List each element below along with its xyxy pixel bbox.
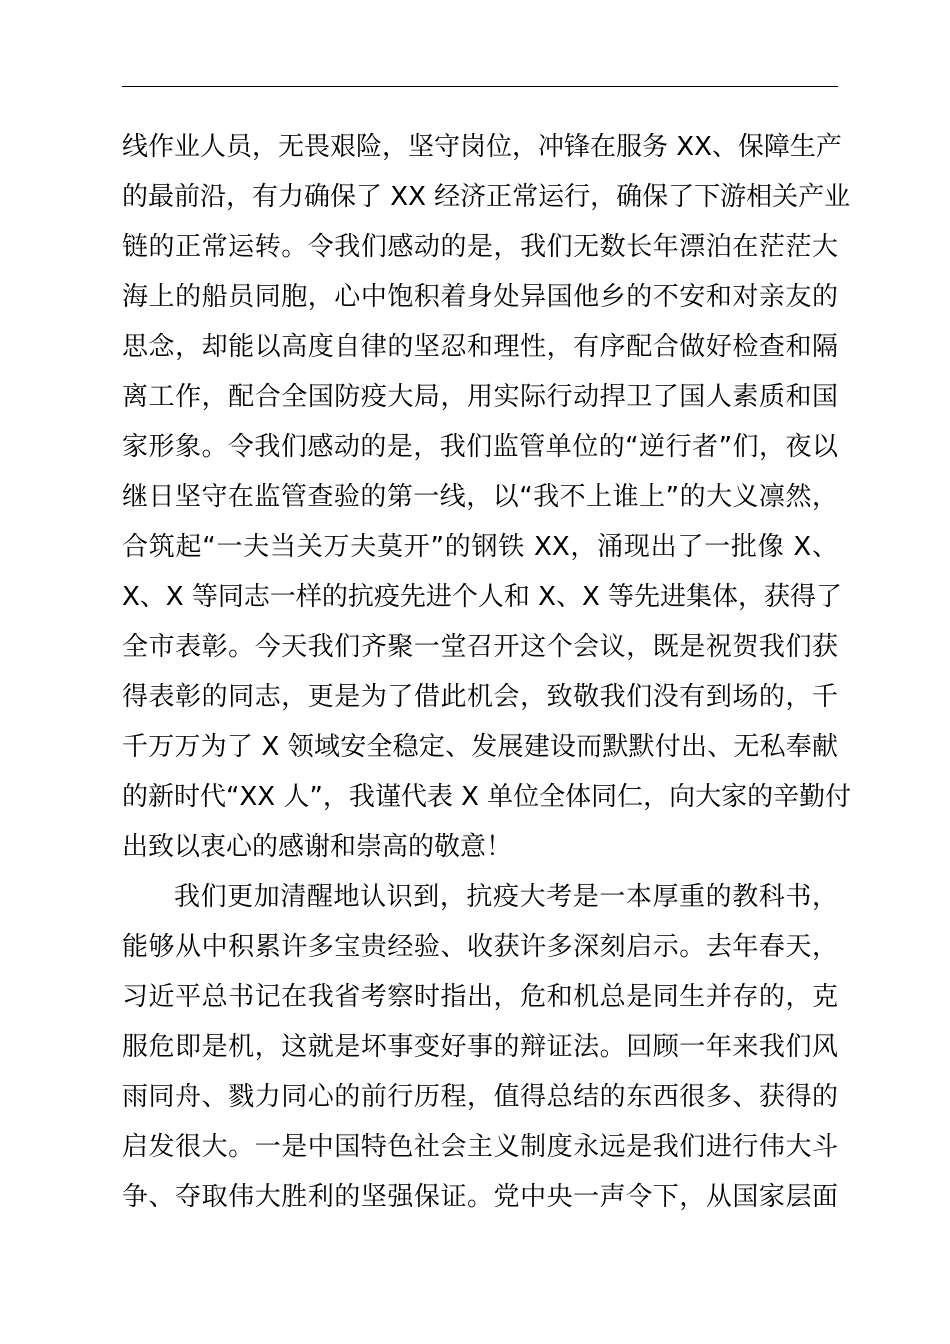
text-line: 全市表彰。今天我们齐聚一堂召开这个会议，既是祝贺我们获 — [122, 632, 838, 662]
text-line: 链的正常运转。令我们感动的是，我们无数长年漂泊在茫茫大 — [122, 232, 838, 262]
body-text — [122, 122, 852, 1222]
text-line: 的新时代“XX 人”，我谨代表 X 单位全体同仁，向大家的辛勤付 — [122, 782, 852, 812]
text-line: X、X 等同志一样的抗疫先进个人和 X、X 等先进集体，获得了 — [122, 582, 843, 612]
text-line: 合筑起“一夫当关万夫莫开”的钢铁 XX，涌现出了一批像 X、 — [122, 532, 838, 562]
text-line: 千万万为了 X 领域安全稳定、发展建设而默默付出、无私奉献 — [122, 732, 838, 762]
text-line: 得表彰的同志，更是为了借此机会，致敬我们没有到场的，千 — [122, 682, 838, 712]
text-line: 出致以衷心的感谢和崇高的敬意！ — [122, 832, 513, 862]
text-line: 家形象。令我们感动的是，我们监管单位的“逆行者”们，夜以 — [122, 432, 838, 462]
text-line: 启发很大。一是中国特色社会主义制度永远是我们进行伟大斗 — [122, 1132, 838, 1162]
text-line: 习近平总书记在我省考察时指出，危和机总是同生并存的，克 — [122, 982, 838, 1012]
text-line: 我们更加清醒地认识到，抗疫大考是一本厚重的教科书， — [174, 882, 838, 912]
text-line: 雨同舟、戮力同心的前行历程，值得总结的东西很多、获得的 — [122, 1082, 838, 1112]
paragraph-1 — [122, 122, 852, 872]
text-line: 能够从中积累许多宝贵经验、收获许多深刻启示。去年春天， — [122, 932, 838, 962]
header-rule — [122, 86, 838, 87]
text-line: 的最前沿，有力确保了 XX 经济正常运行，确保了下游相关产业 — [122, 182, 851, 212]
text-line: 线作业人员，无畏艰险，坚守岗位，冲锋在服务 XX、保障生产 — [122, 132, 842, 162]
paragraph-2 — [122, 872, 838, 1222]
text-line: 继日坚守在监管查验的第一线，以“我不上谁上”的大义凛然， — [122, 482, 838, 512]
text-line: 服危即是机，这就是坏事变好事的辩证法。回顾一年来我们风 — [122, 1032, 838, 1062]
text-line: 思念，却能以高度自律的坚忍和理性，有序配合做好检查和隔 — [122, 332, 838, 362]
text-line: 争、夺取伟大胜利的坚强保证。党中央一声令下，从国家层面 — [122, 1182, 838, 1212]
text-line: 离工作，配合全国防疫大局，用实际行动捍卫了国人素质和国 — [122, 382, 838, 412]
text-line: 海上的船员同胞，心中饱积着身处异国他乡的不安和对亲友的 — [122, 282, 838, 312]
